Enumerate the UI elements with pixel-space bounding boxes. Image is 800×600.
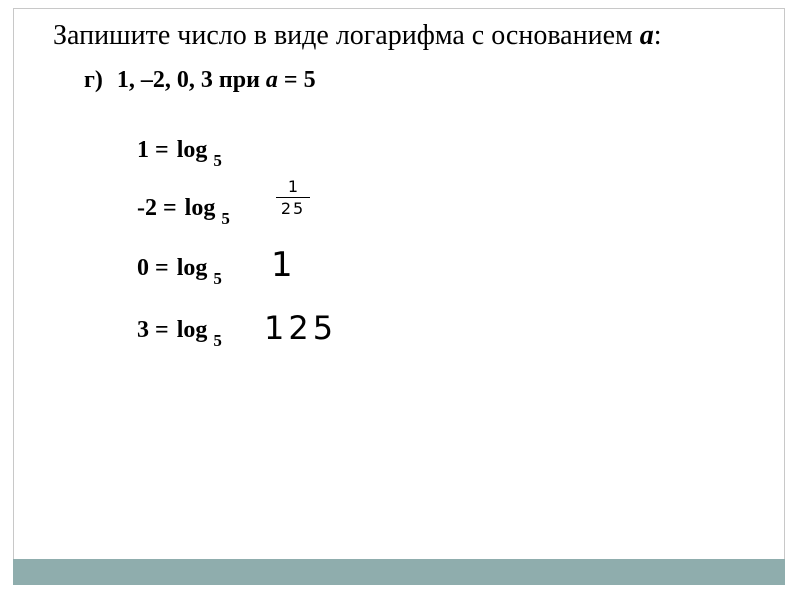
title-text: Запишите число в виде логарифма с основанием	[53, 20, 640, 51]
log-label: log	[176, 317, 208, 343]
equation-4	[137, 317, 222, 350]
equation-lhs: 1 =	[137, 137, 169, 163]
title-variable: a	[639, 20, 654, 51]
title-suffix: :	[653, 20, 662, 51]
footer-bar	[13, 559, 785, 585]
equation-lhs: 3 =	[137, 317, 169, 343]
fraction-bar	[276, 197, 310, 198]
equation-3	[137, 255, 222, 288]
slide-title	[53, 20, 662, 52]
task-text: 1, –2, 0, 3 при	[116, 67, 266, 93]
task-statement	[84, 67, 316, 94]
slide-frame	[13, 8, 785, 584]
log-label: log	[176, 255, 208, 281]
log-label: log	[176, 137, 208, 163]
log-label: log	[184, 195, 216, 221]
equation-lhs: -2 =	[137, 195, 177, 221]
equation-1	[137, 137, 222, 170]
task-label: г)	[84, 67, 103, 93]
answer-handwritten: 1	[271, 245, 293, 285]
equation-2	[137, 195, 230, 228]
fraction-numerator: 1	[287, 177, 299, 196]
equation-lhs: 0 =	[137, 255, 169, 281]
answer-handwritten: 125	[264, 309, 338, 347]
log-base: 5	[213, 331, 222, 350]
log-base: 5	[213, 151, 222, 170]
answer-fraction	[276, 178, 310, 218]
task-variable: a	[265, 67, 278, 93]
log-base: 5	[213, 269, 222, 288]
log-base: 5	[221, 209, 230, 228]
task-suffix: = 5	[277, 67, 316, 93]
fraction-denominator: 25	[280, 199, 306, 218]
